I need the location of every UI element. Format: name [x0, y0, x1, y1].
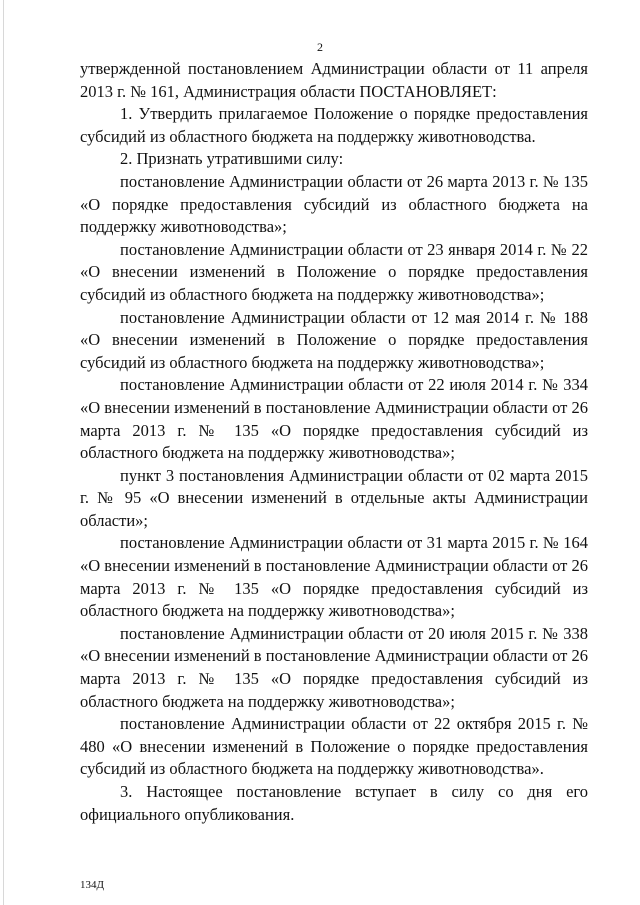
- footer-document-code: 134Д: [80, 879, 105, 891]
- document-body: [80, 58, 588, 826]
- paragraph-repealed-act-1: постановление Администрации области от 26 марта 2013 г. № 135 «О порядке предоставления субсидий из областного бюджета на поддержку животноводства»;: [80, 171, 588, 237]
- paragraph-repealed-act-5: пункт 3 постановления Администрации области от 02 марта 2015 г. № 95 «О внесении изменений в отдельные акты Администрации области»;: [80, 465, 588, 530]
- scan-edge-line: [3, 0, 4, 905]
- paragraph-intro-continuation: утвержденной постановлением Администрации области от 11 апреля 2013 г. № 161, Администрация области ПОСТАНОВЛЯЕТ:: [80, 59, 588, 101]
- paragraph-repealed-act-2: постановление Администрации области от 23 января 2014 г. № 22 «О внесении изменений в Положение о порядке предоставления субсидий из областного бюджета на поддержку животноводства»;: [80, 239, 588, 304]
- paragraph-repealed-act-4: постановление Администрации области от 22 июля 2014 г. № 334 «О внесении изменений в постановление Администрации области от 26 марта 2013 г. № 135 «О порядке предоставления субсидий из областного бюджета на поддержку животноводства»;: [80, 375, 588, 463]
- paragraph-item-1-approve: 1. Утвердить прилагаемое Положение о порядке предоставления субсидий из областного бюджета на поддержку животноводства.: [80, 104, 588, 146]
- paragraph-repealed-act-6: постановление Администрации области от 31 марта 2015 г. № 164 «О внесении изменений в постановление Администрации области от 26 марта 2013 г. № 135 «О порядке предоставления субсидий из областного бюджета на поддержку животноводства»;: [80, 533, 588, 621]
- paragraph-repealed-act-8: постановление Администрации области от 22 октября 2015 г. № 480 «О внесении изменений в Положение о порядке предоставления субсидий из областного бюджета на поддержку животноводства».: [80, 714, 588, 779]
- paragraph-item-2-repeal: 2. Признать утратившими силу:: [120, 149, 344, 169]
- paragraph-repealed-act-3: постановление Администрации области от 12 мая 2014 г. № 188 «О внесении изменений в Положение о порядке предоставления субсидий из областного бюджета на поддержку животноводства»;: [80, 307, 588, 372]
- page-number: 2: [317, 40, 323, 54]
- paragraph-item-3-effective: 3. Настоящее постановление вступает в силу со дня его официального опубликования.: [80, 782, 588, 824]
- paragraph-repealed-act-7: постановление Администрации области от 20 июля 2015 г. № 338 «О внесении изменений в постановление Администрации области от 26 марта 2013 г. № 135 «О порядке предоставления субсидий из областного бюджета на поддержку животноводства»;: [80, 623, 588, 711]
